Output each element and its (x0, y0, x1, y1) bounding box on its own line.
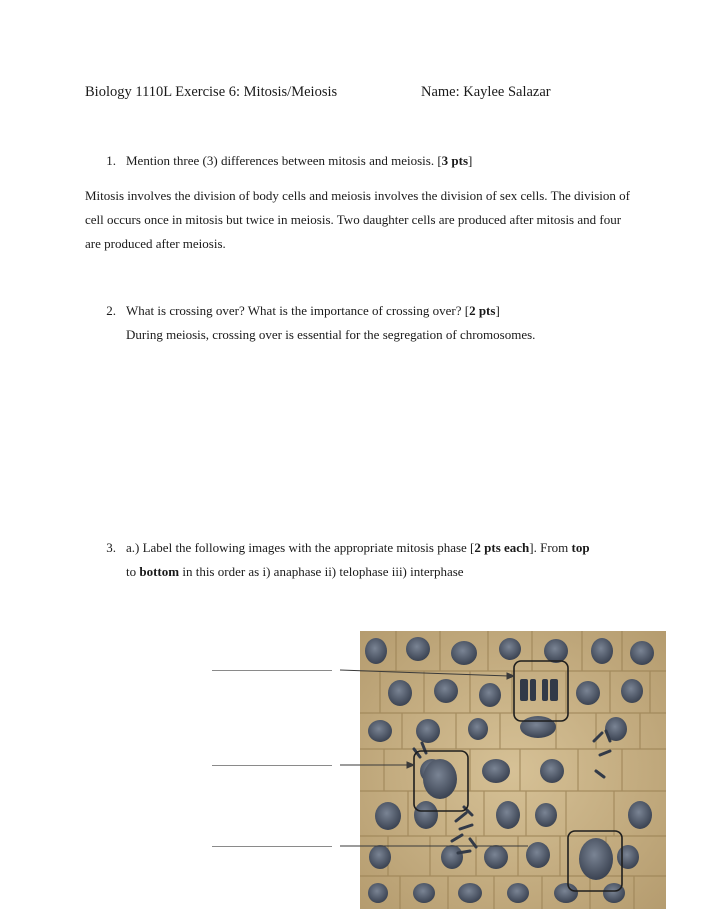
question-number: 3. (106, 540, 116, 555)
question-text: What is crossing over? What is the importance of crossing over? [2 pts] (126, 303, 500, 318)
points: 3 pts (441, 153, 469, 168)
question-number: 2. (106, 303, 116, 318)
student-name: Name: Kaylee Salazar (421, 84, 551, 100)
question-1 (0, 149, 714, 173)
label-blank-1[interactable] (212, 670, 332, 671)
question-2 (0, 299, 714, 323)
answer-1: Mitosis involves the division of body cells and meiosis involves the division of sex cells. The division of cell occurs once in mitosis but twice in meiosis. Two daughter cells are produced after mitosis and four are produced after meiosis. (85, 188, 630, 251)
question-text: a.) Label the following images with the appropriate mitosis phase [2 pts each]. From top (126, 540, 590, 555)
question-number: 1. (106, 153, 116, 168)
question-3 (0, 536, 714, 560)
question-text: Mention three (3) differences between mitosis and meiosis. [3 pts] (126, 153, 473, 168)
question-3-line-2: to bottom in this order as i) anaphase ii) telophase iii) interphase (126, 564, 464, 579)
pointer-arrows (338, 660, 528, 860)
points: 2 pts (469, 303, 496, 318)
answer-2: During meiosis, crossing over is essential for the segregation of chromosomes. (126, 327, 536, 342)
label-blank-3[interactable] (212, 846, 332, 847)
label-blank-2[interactable] (212, 765, 332, 766)
course-title: Biology 1110L Exercise 6: Mitosis/Meiosis (85, 84, 338, 100)
